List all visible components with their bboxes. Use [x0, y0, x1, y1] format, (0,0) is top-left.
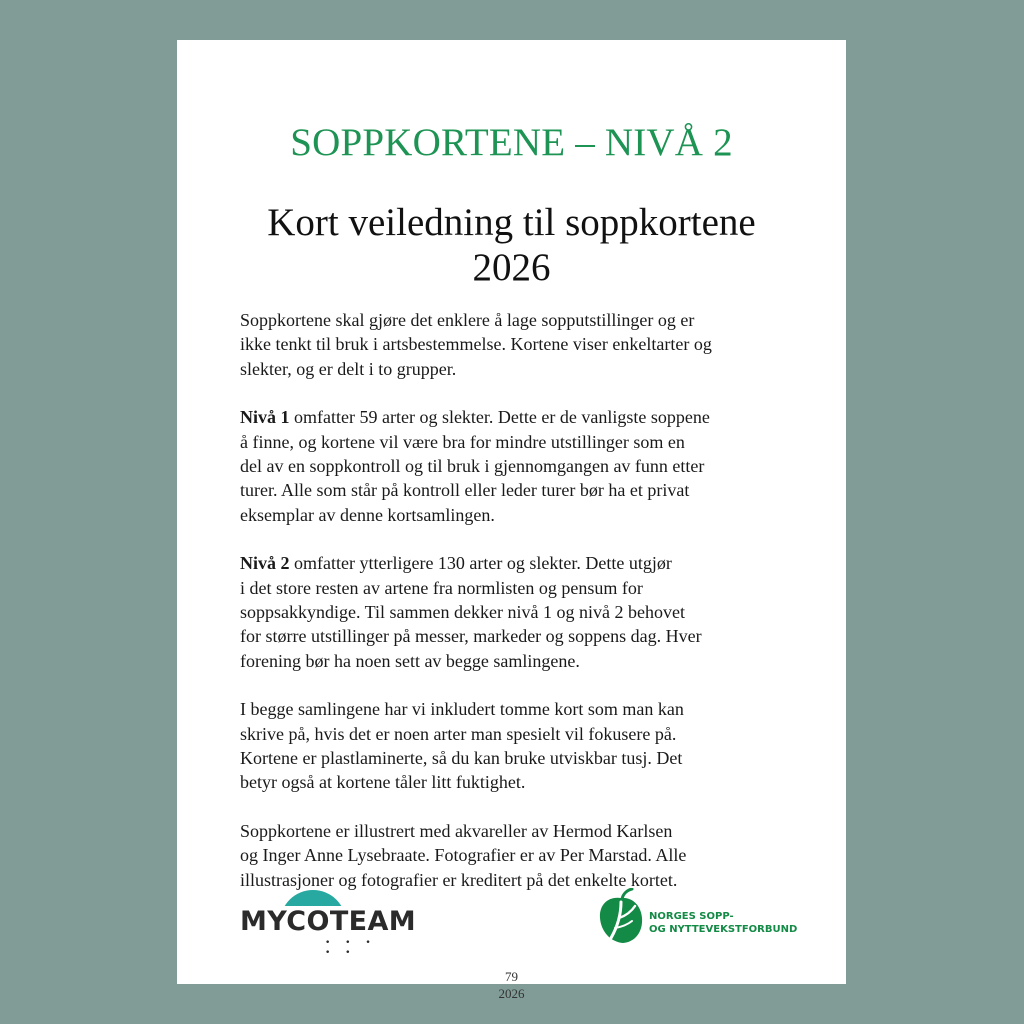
text-line: Kortene er plastlaminerte, så du kan bruke utviskbar tusj. Det: [240, 747, 683, 768]
text-line-rest: omfatter 59 arter og slekter. Dette er de vanligste soppene: [289, 407, 710, 428]
text-line: illustrasjoner og fotografier er kreditert på det enkelte kortet.: [240, 869, 678, 890]
text-line: betyr også at kortene tåler litt fuktighet.: [240, 772, 526, 793]
nsn-line-1: NORGES SOPP-: [649, 911, 734, 922]
mycoteam-wordmark: MYCOTEAM: [240, 906, 417, 937]
leaf-icon: [597, 888, 645, 946]
level-1-lead: Nivå 1: [240, 407, 290, 428]
text-line: eksemplar av denne kortsamlingen.: [240, 504, 495, 525]
body-text: [240, 308, 800, 916]
text-line: Soppkortene er illustrert med akvareller av Hermod Karlsen: [240, 821, 673, 842]
text-line-rest: omfatter ytterligere 130 arter og slekter. Dette utgjør: [289, 553, 672, 574]
title-line-1: Kort veiledning til soppkortene: [267, 201, 756, 244]
nsn-line-2: OG NYTTEVEKSTFORBUND: [649, 924, 798, 935]
text-line: for større utstillinger på messer, markeder og soppens dag. Hver: [240, 626, 702, 647]
text-line: i det store resten av artene fra normlisten og pensum for: [240, 577, 643, 598]
text-line: del av en soppkontroll og til bruk i gjennomgangen av funn etter: [240, 455, 705, 476]
text-line: ikke tenkt til bruk i artsbestemmelse. Kortene viser enkeltarter og: [240, 334, 712, 355]
title-line-2: 2026: [472, 246, 551, 289]
mycoteam-dots: • • • • •: [325, 938, 377, 958]
paragraph-blank-cards: [240, 697, 800, 794]
text-line: Soppkortene skal gjøre det enklere å lage sopputstillinger og er: [240, 310, 695, 330]
nsn-logo: [597, 888, 797, 948]
text-line: å finne, og kortene vil være bra for mindre utstillinger som en: [240, 431, 685, 452]
paragraph-intro: [240, 308, 800, 381]
paragraph-level-1: [240, 405, 800, 526]
guide-card: [177, 40, 846, 1001]
level-2-lead: Nivå 2: [240, 553, 290, 574]
mycoteam-logo: [239, 888, 417, 958]
paragraph-credits: [240, 819, 800, 892]
text-line: soppsakkyndige. Til sammen dekker nivå 1 og nivå 2 behovet: [240, 601, 685, 622]
paragraph-level-2: [240, 551, 800, 672]
text-line: [240, 405, 800, 429]
text-line: og Inger Anne Lysebraate. Fotografier er av Per Marstad. Alle: [240, 845, 687, 866]
text-line: skrive på, hvis det er noen arter man spesielt vil fokusere på.: [240, 723, 677, 744]
page-title: [177, 200, 846, 290]
nsn-wordmark: [649, 910, 797, 936]
text-line: turer. Alle som står på kontroll eller leder turer bør ha et privat: [240, 480, 690, 501]
text-line: forening bør ha noen sett av begge samlingene.: [240, 650, 580, 671]
page-number: 79: [505, 969, 518, 984]
text-line: I begge samlingene har vi inkludert tomme kort som man kan: [240, 699, 684, 720]
text-line: [240, 551, 800, 575]
page-number-block: [177, 968, 846, 1002]
page-year: 2026: [498, 986, 525, 1001]
page-header: SOPPKORTENE – NIVÅ 2: [290, 121, 733, 164]
text-line: slekter, og er delt i to grupper.: [240, 358, 457, 379]
